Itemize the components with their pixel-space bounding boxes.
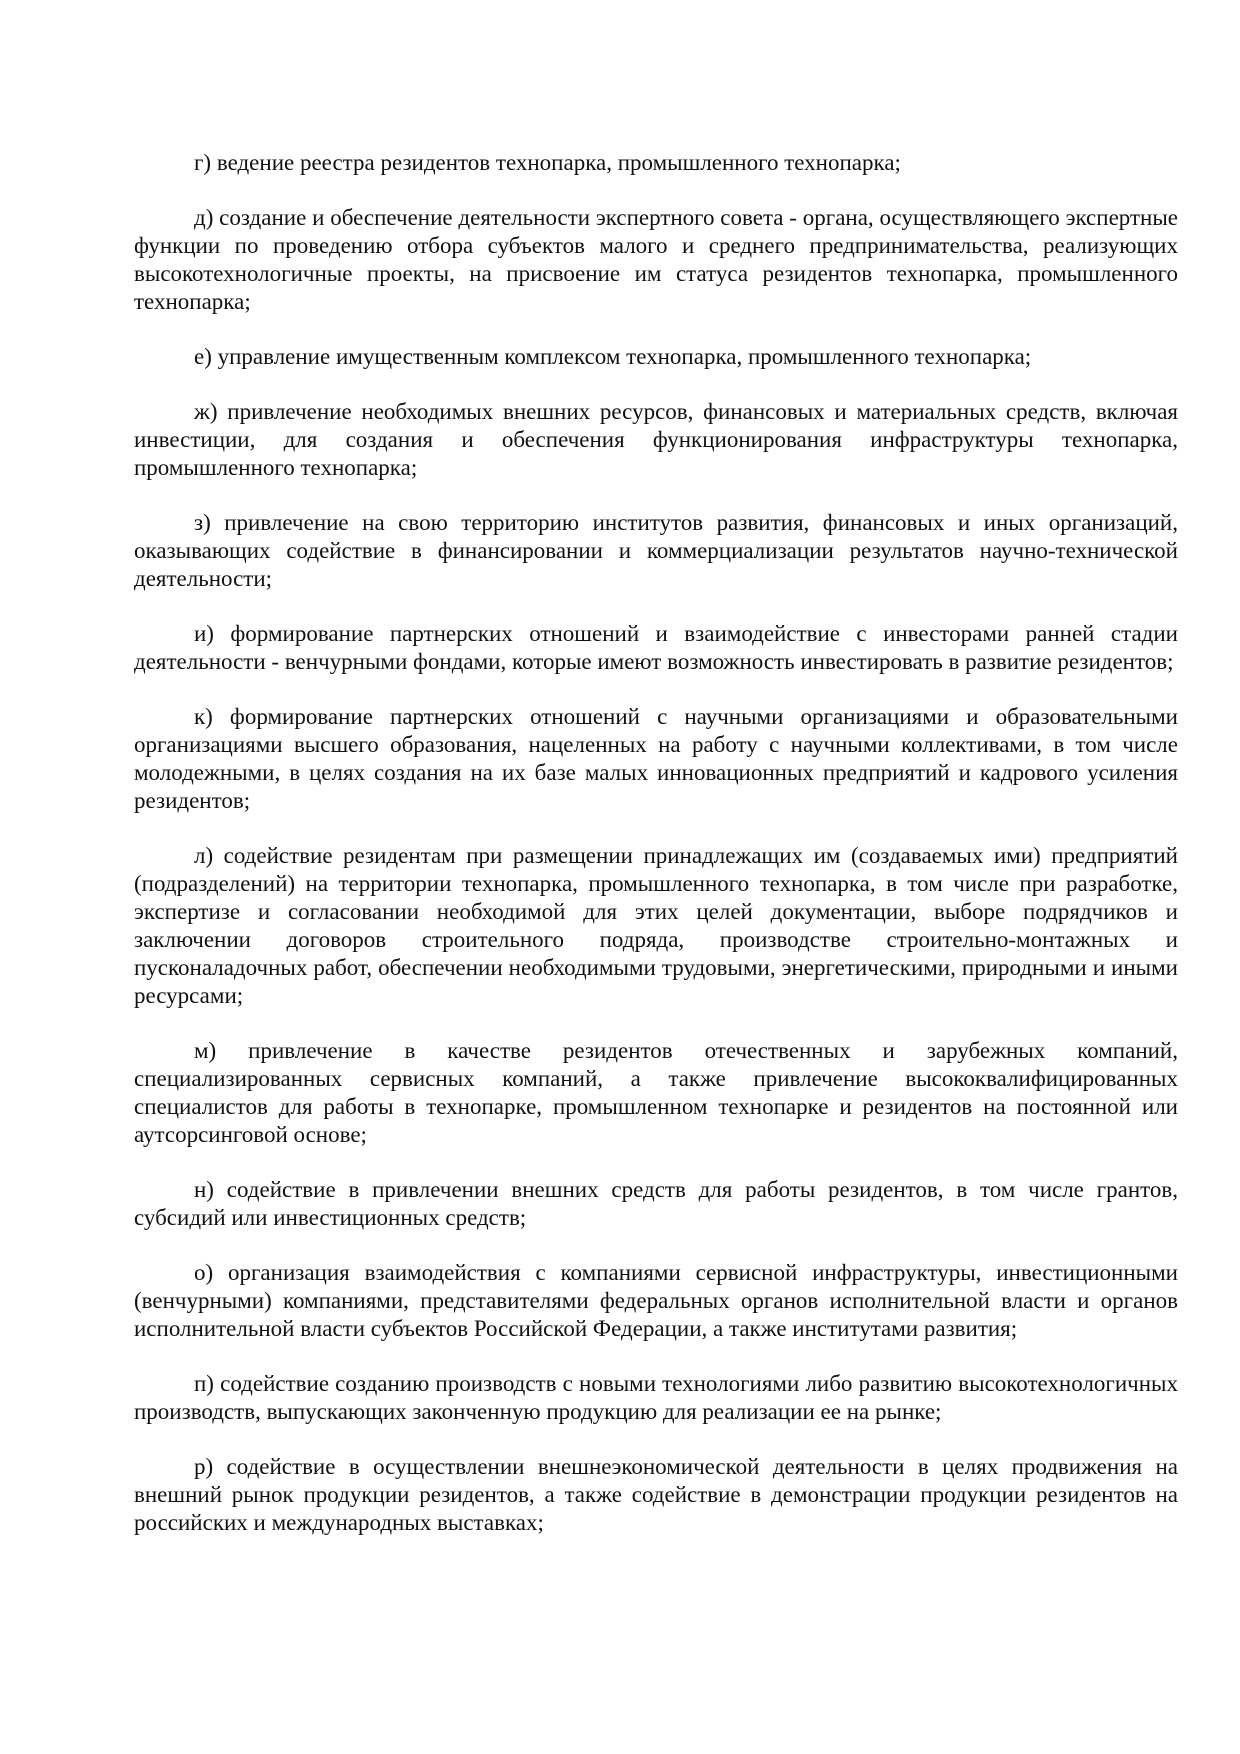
document-body: [134, 149, 1178, 1537]
paragraph-spacer: [134, 593, 1178, 620]
paragraph-spacer: [134, 177, 1178, 204]
paragraph-e: е) управление имущественным комплексом технопарка, промышленного технопарка;: [194, 344, 1032, 369]
paragraph-k: к) формирование партнерских отношений с научными организациями и образовательными организациями высшего образования, нацеленных на работу с научными коллективами, в том числе молодежными, в целях создания на их базе малых инновационных предприятий и кадрового усиления резидентов;: [134, 704, 1178, 813]
paragraph-spacer: [134, 1232, 1178, 1259]
paragraph-spacer: [134, 1010, 1178, 1037]
paragraph-g: г) ведение реестра резидентов технопарка, промышленного технопарка;: [194, 150, 901, 175]
paragraph-spacer: [134, 1426, 1178, 1453]
paragraph-d: д) создание и обеспечение деятельности экспертного совета - органа, осуществляющего экспертные функции по проведению отбора субъектов малого и среднего предпринимательства, реализующих высокотехнологичные проекты, на присвоение им статуса резидентов технопарка, промышленного технопарка;: [134, 205, 1178, 314]
paragraph-spacer: [134, 676, 1178, 703]
paragraph-o: о) организация взаимодействия с компаниями сервисной инфраструктуры, инвестиционными (венчурными) компаниями, представителями федеральных органов исполнительной власти и органов исполнительной власти субъектов Российской Федерации, а также институтами развития;: [134, 1260, 1178, 1341]
paragraph-zh: ж) привлечение необходимых внешних ресурсов, финансовых и материальных средств, включая инвестиции, для создания и обеспечения функционирования инфраструктуры технопарка, промышленного технопарка;: [134, 399, 1178, 480]
paragraph-r: р) содействие в осуществлении внешнеэкономической деятельности в целях продвижения на внешний рынок продукции резидентов, а также содействие в демонстрации продукции резидентов на российских и международных выставках;: [134, 1454, 1178, 1535]
paragraph-z: з) привлечение на свою территорию институтов развития, финансовых и иных организаций, оказывающих содействие в финансировании и коммерциализации результатов научно-технической деятельности;: [134, 510, 1178, 591]
paragraph-i: и) формирование партнерских отношений и взаимодействие с инвесторами ранней стадии деятельности - венчурными фондами, которые имеют возможность инвестировать в развитие резидентов;: [134, 621, 1178, 674]
paragraph-m: м) привлечение в качестве резидентов отечественных и зарубежных компаний, специализированных сервисных компаний, а также привлечение высококвалифицированных специалистов для работы в технопарке, промышленном технопарке и резидентов на постоянной или аутсорсинговой основе;: [134, 1038, 1178, 1147]
paragraph-spacer: [134, 815, 1178, 842]
paragraph-n: н) содействие в привлечении внешних средств для работы резидентов, в том числе грантов, субсидий или инвестиционных средств;: [134, 1177, 1178, 1230]
paragraph-spacer: [134, 482, 1178, 509]
paragraph-spacer: [134, 1149, 1178, 1176]
paragraph-spacer: [134, 316, 1178, 343]
paragraph-p: п) содействие созданию производств с новыми технологиями либо развитию высокотехнологичных производств, выпускающих законченную продукцию для реализации ее на рынке;: [134, 1371, 1178, 1424]
paragraph-spacer: [134, 371, 1178, 398]
paragraph-l: л) содействие резидентам при размещении принадлежащих им (создаваемых ими) предприятий (подразделений) на территории технопарка, промышленного технопарка, в том числе при разработке, экспертизе и согласовании необходимой для этих целей документации, выборе подрядчиков и заключении договоров строительного подряда, производстве строительно-монтажных и пусконаладочных работ, обеспечении необходимыми трудовыми, энергетическими, природными и иными ресурсами;: [134, 843, 1178, 1008]
paragraph-spacer: [134, 1343, 1178, 1370]
